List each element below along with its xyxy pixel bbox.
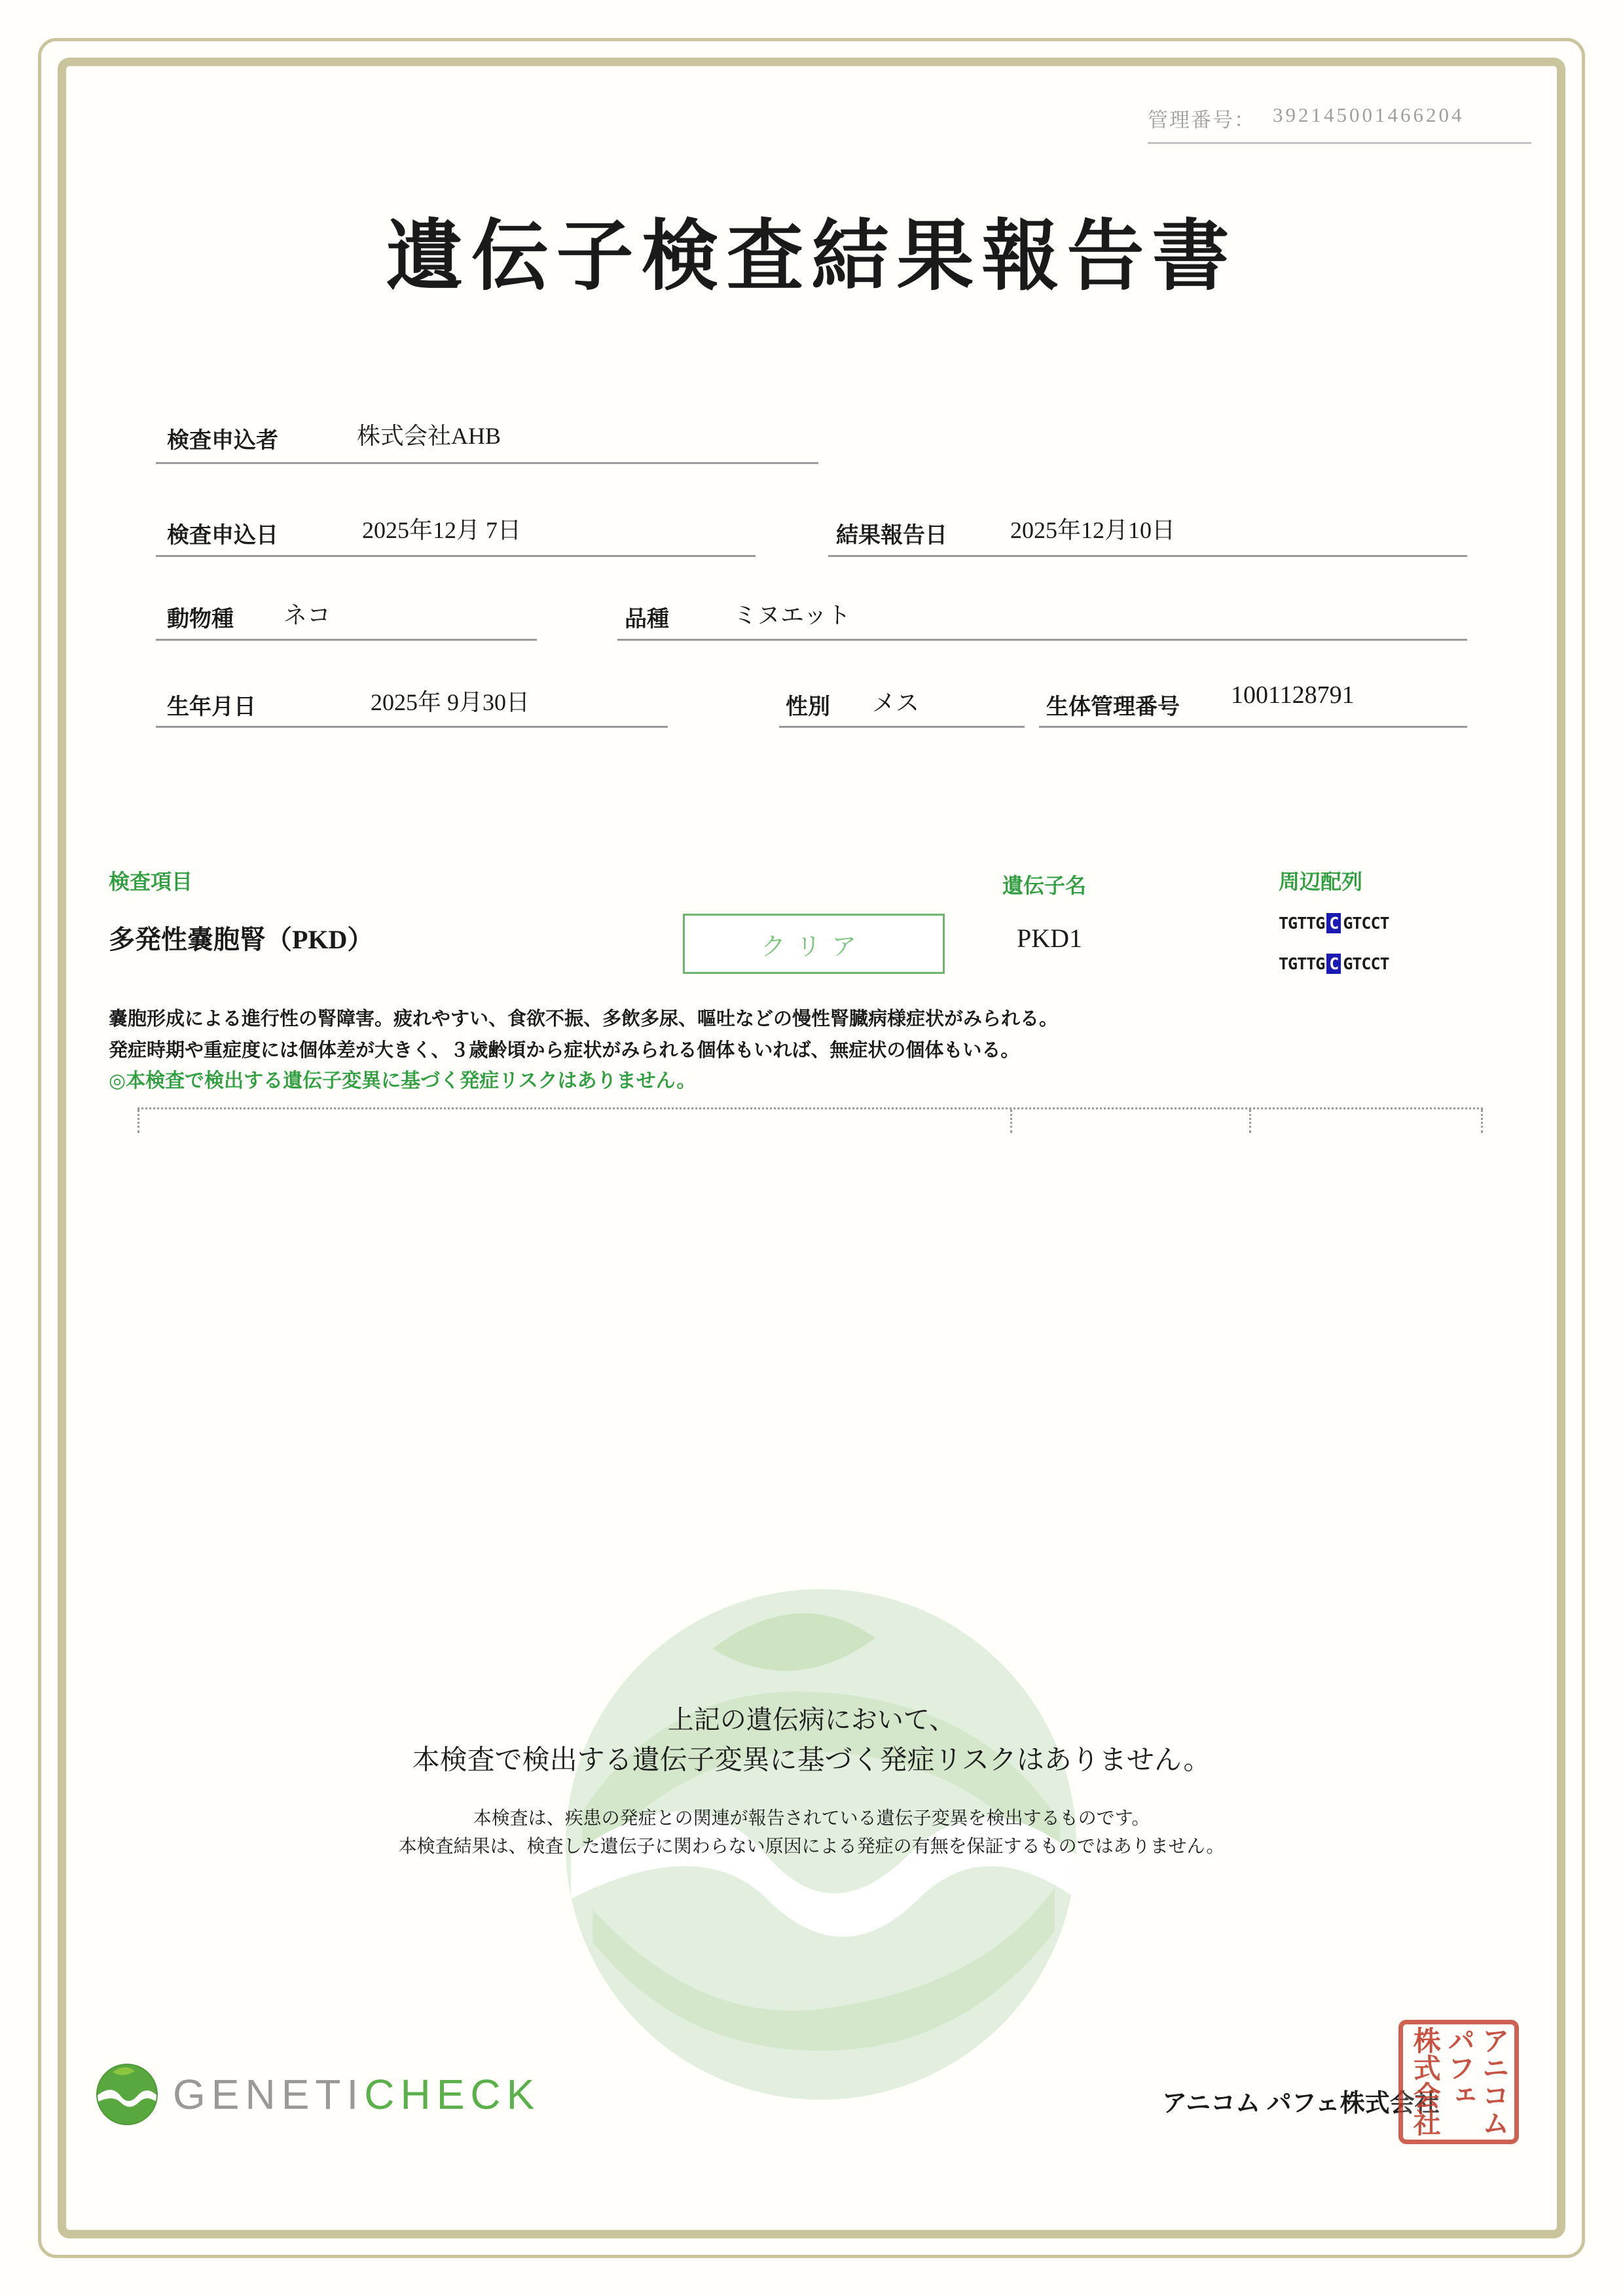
applicant-value: 株式会社AHB — [357, 423, 501, 449]
geneticheck-wordmark — [173, 2070, 540, 2119]
animal-id-label: 生体管理番号 — [1046, 695, 1180, 719]
dotted-tick-left — [137, 1109, 139, 1133]
logo-text-geneti: GENETI — [173, 2071, 365, 2118]
breed-label: 品種 — [625, 607, 669, 632]
sex-value: メス — [872, 690, 920, 716]
sequence-1-post: GTCCT — [1343, 914, 1389, 933]
control-number-value: 392145001466204 — [1273, 103, 1465, 126]
apply-date-label: 検査申込日 — [167, 524, 278, 548]
geneticheck-leaf-icon — [94, 2062, 160, 2127]
breed-underline — [617, 639, 1467, 641]
dotted-table-edge — [137, 1107, 1483, 1134]
sequence-2-pre: TGTTG — [1279, 954, 1325, 973]
control-number-row — [1148, 103, 1531, 144]
result-value: クリア — [760, 933, 867, 961]
gene-name-value: PKD1 — [1017, 924, 1083, 953]
animal-id-underline — [1039, 726, 1467, 728]
summary-note-1: 本検査は、疾患の発症との関連が報告されている遺伝子変異を検出するものです。 — [473, 1808, 1150, 1828]
summary-note-2: 本検査結果は、検査した遺伝子に関わらない原因による発症の有無を保証するものではありません。 — [398, 1836, 1225, 1856]
sequence-header: 周辺配列 — [1279, 870, 1363, 893]
report-date-underline — [828, 555, 1467, 557]
seal-column-1: アニコム — [1478, 2026, 1508, 2136]
dotted-tick-right — [1481, 1109, 1483, 1133]
seal-text — [1407, 2026, 1510, 2138]
disease-description-line-1: 嚢胞形成による進行性の腎障害。疲れやすい、食欲不振、多飲多尿、嘔吐などの慢性腎臓病様症状がみられる。 — [109, 1009, 1059, 1030]
dotted-tick-mid-1 — [1010, 1109, 1012, 1133]
page-title: 遺伝子検査結果報告書 — [386, 214, 1237, 300]
geneticheck-logo — [94, 2062, 540, 2127]
result-badge — [683, 914, 945, 974]
summary-line-2: 本検査で検出する遺伝子変異に基づく発症リスクはありません。 — [412, 1744, 1211, 1775]
sequence-2-post: GTCCT — [1343, 954, 1389, 973]
breed-value: ミヌエット — [733, 602, 851, 628]
seal-column-2: パフェ — [1444, 2026, 1474, 2109]
logo-text-check: CHECK — [364, 2071, 541, 2118]
summary-line-1: 上記の遺伝病において、 — [667, 1706, 956, 1734]
sex-underline — [779, 726, 1025, 728]
species-label: 動物種 — [167, 607, 234, 632]
disease-description-line-2: 発症時期や重症度には個体差が大きく、３歳齢頃から症状がみられる個体もいれば、無症状の個体もいる。 — [109, 1040, 1020, 1061]
test-item-name: 多発性嚢胞腎（PKD） — [109, 925, 374, 954]
applicant-label: 検査申込者 — [167, 429, 278, 453]
sequence-line-1 — [1279, 914, 1389, 933]
sex-label: 性別 — [786, 695, 830, 719]
company-seal-stamp — [1398, 2020, 1519, 2144]
dotted-tick-mid-2 — [1249, 1109, 1251, 1133]
sequence-1-variant: C — [1326, 913, 1341, 933]
birth-underline — [156, 726, 668, 728]
applicant-underline — [156, 462, 818, 464]
gene-name-header: 遺伝子名 — [1002, 874, 1087, 897]
apply-date-underline — [156, 555, 756, 557]
seal-column-3: 株式会社 — [1409, 2026, 1440, 2136]
risk-statement: ◎本検査で検出する遺伝子変異に基づく発症リスクはありません。 — [109, 1070, 697, 1092]
company-name: アニコム パフェ株式会社 — [1162, 2090, 1440, 2117]
animal-id-value: 1001128791 — [1231, 681, 1355, 709]
sequence-1-pre: TGTTG — [1279, 914, 1325, 933]
sequence-line-2 — [1279, 954, 1389, 973]
report-date-label: 結果報告日 — [836, 524, 947, 548]
control-number-label: 管理番号： — [1148, 109, 1256, 132]
apply-date-value: 2025年12月 7日 — [362, 517, 522, 543]
species-value: ネコ — [283, 602, 331, 628]
sequence-2-variant: C — [1326, 954, 1341, 974]
birth-label: 生年月日 — [167, 695, 256, 719]
species-underline — [156, 639, 537, 641]
test-item-header: 検査項目 — [109, 870, 193, 893]
report-date-value: 2025年12月10日 — [1010, 517, 1176, 543]
birth-value: 2025年 9月30日 — [371, 689, 530, 715]
